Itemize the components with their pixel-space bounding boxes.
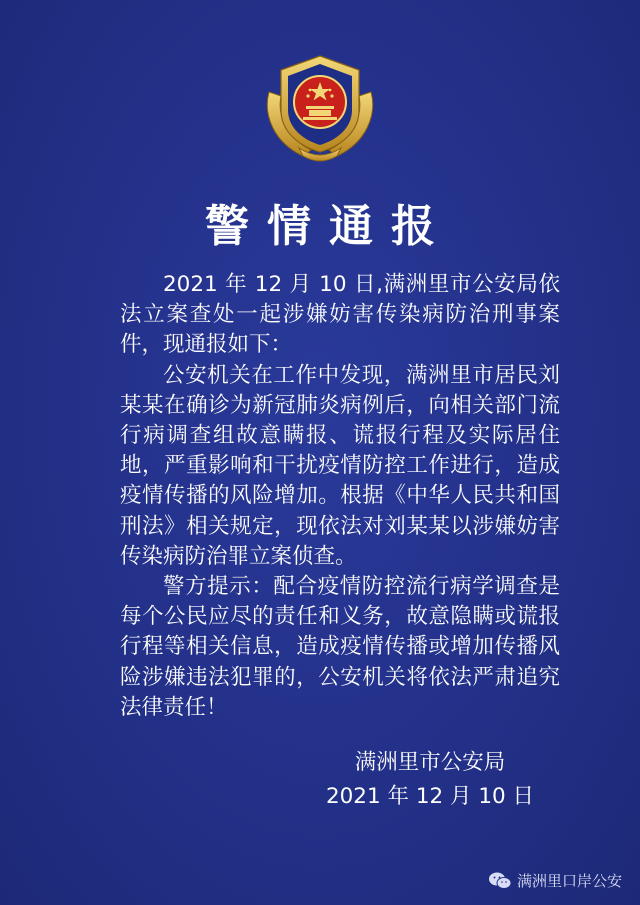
police-emblem-icon — [259, 52, 381, 164]
paragraph: 警方提示：配合疫情防控流行病学调查是每个公民应尽的责任和义务，故意隐瞒或谎报行程等相关信息，造成疫情传播或增加传播风险涉嫌违法犯罪的，公安机关将依法严肃追究法律责任！ — [120, 574, 560, 720]
paragraph: 公安机关在工作中发现，满洲里市居民刘某某在确诊为新冠肺炎病例后，向相关部门流行病调查组故意瞒报、谎报行程及实际居住地，严重影响和干扰疫情防控工作进行，造成疫情传播的风险增加。根据《中华人民共和国刑法》相关规定，现依法对刘某某以涉嫌妨害传染病防治罪立案侦查。 — [120, 362, 560, 569]
notice-body — [120, 270, 560, 723]
watermark-text: 满洲里口岸公安 — [516, 872, 622, 890]
paragraph: 2021 年 12 月 10 日,满洲里市公安局依法立案查处一起涉嫌妨害传染病防治刑事案件，现通报如下： — [120, 272, 560, 358]
signature-org: 满洲里市公安局 — [354, 750, 506, 775]
wechat-icon — [488, 871, 512, 891]
signature-date: 2021 年 12 月 10 日 — [325, 784, 535, 809]
signature-block — [300, 746, 560, 814]
watermark — [488, 870, 622, 891]
page-title: 警情通报 — [205, 201, 453, 252]
